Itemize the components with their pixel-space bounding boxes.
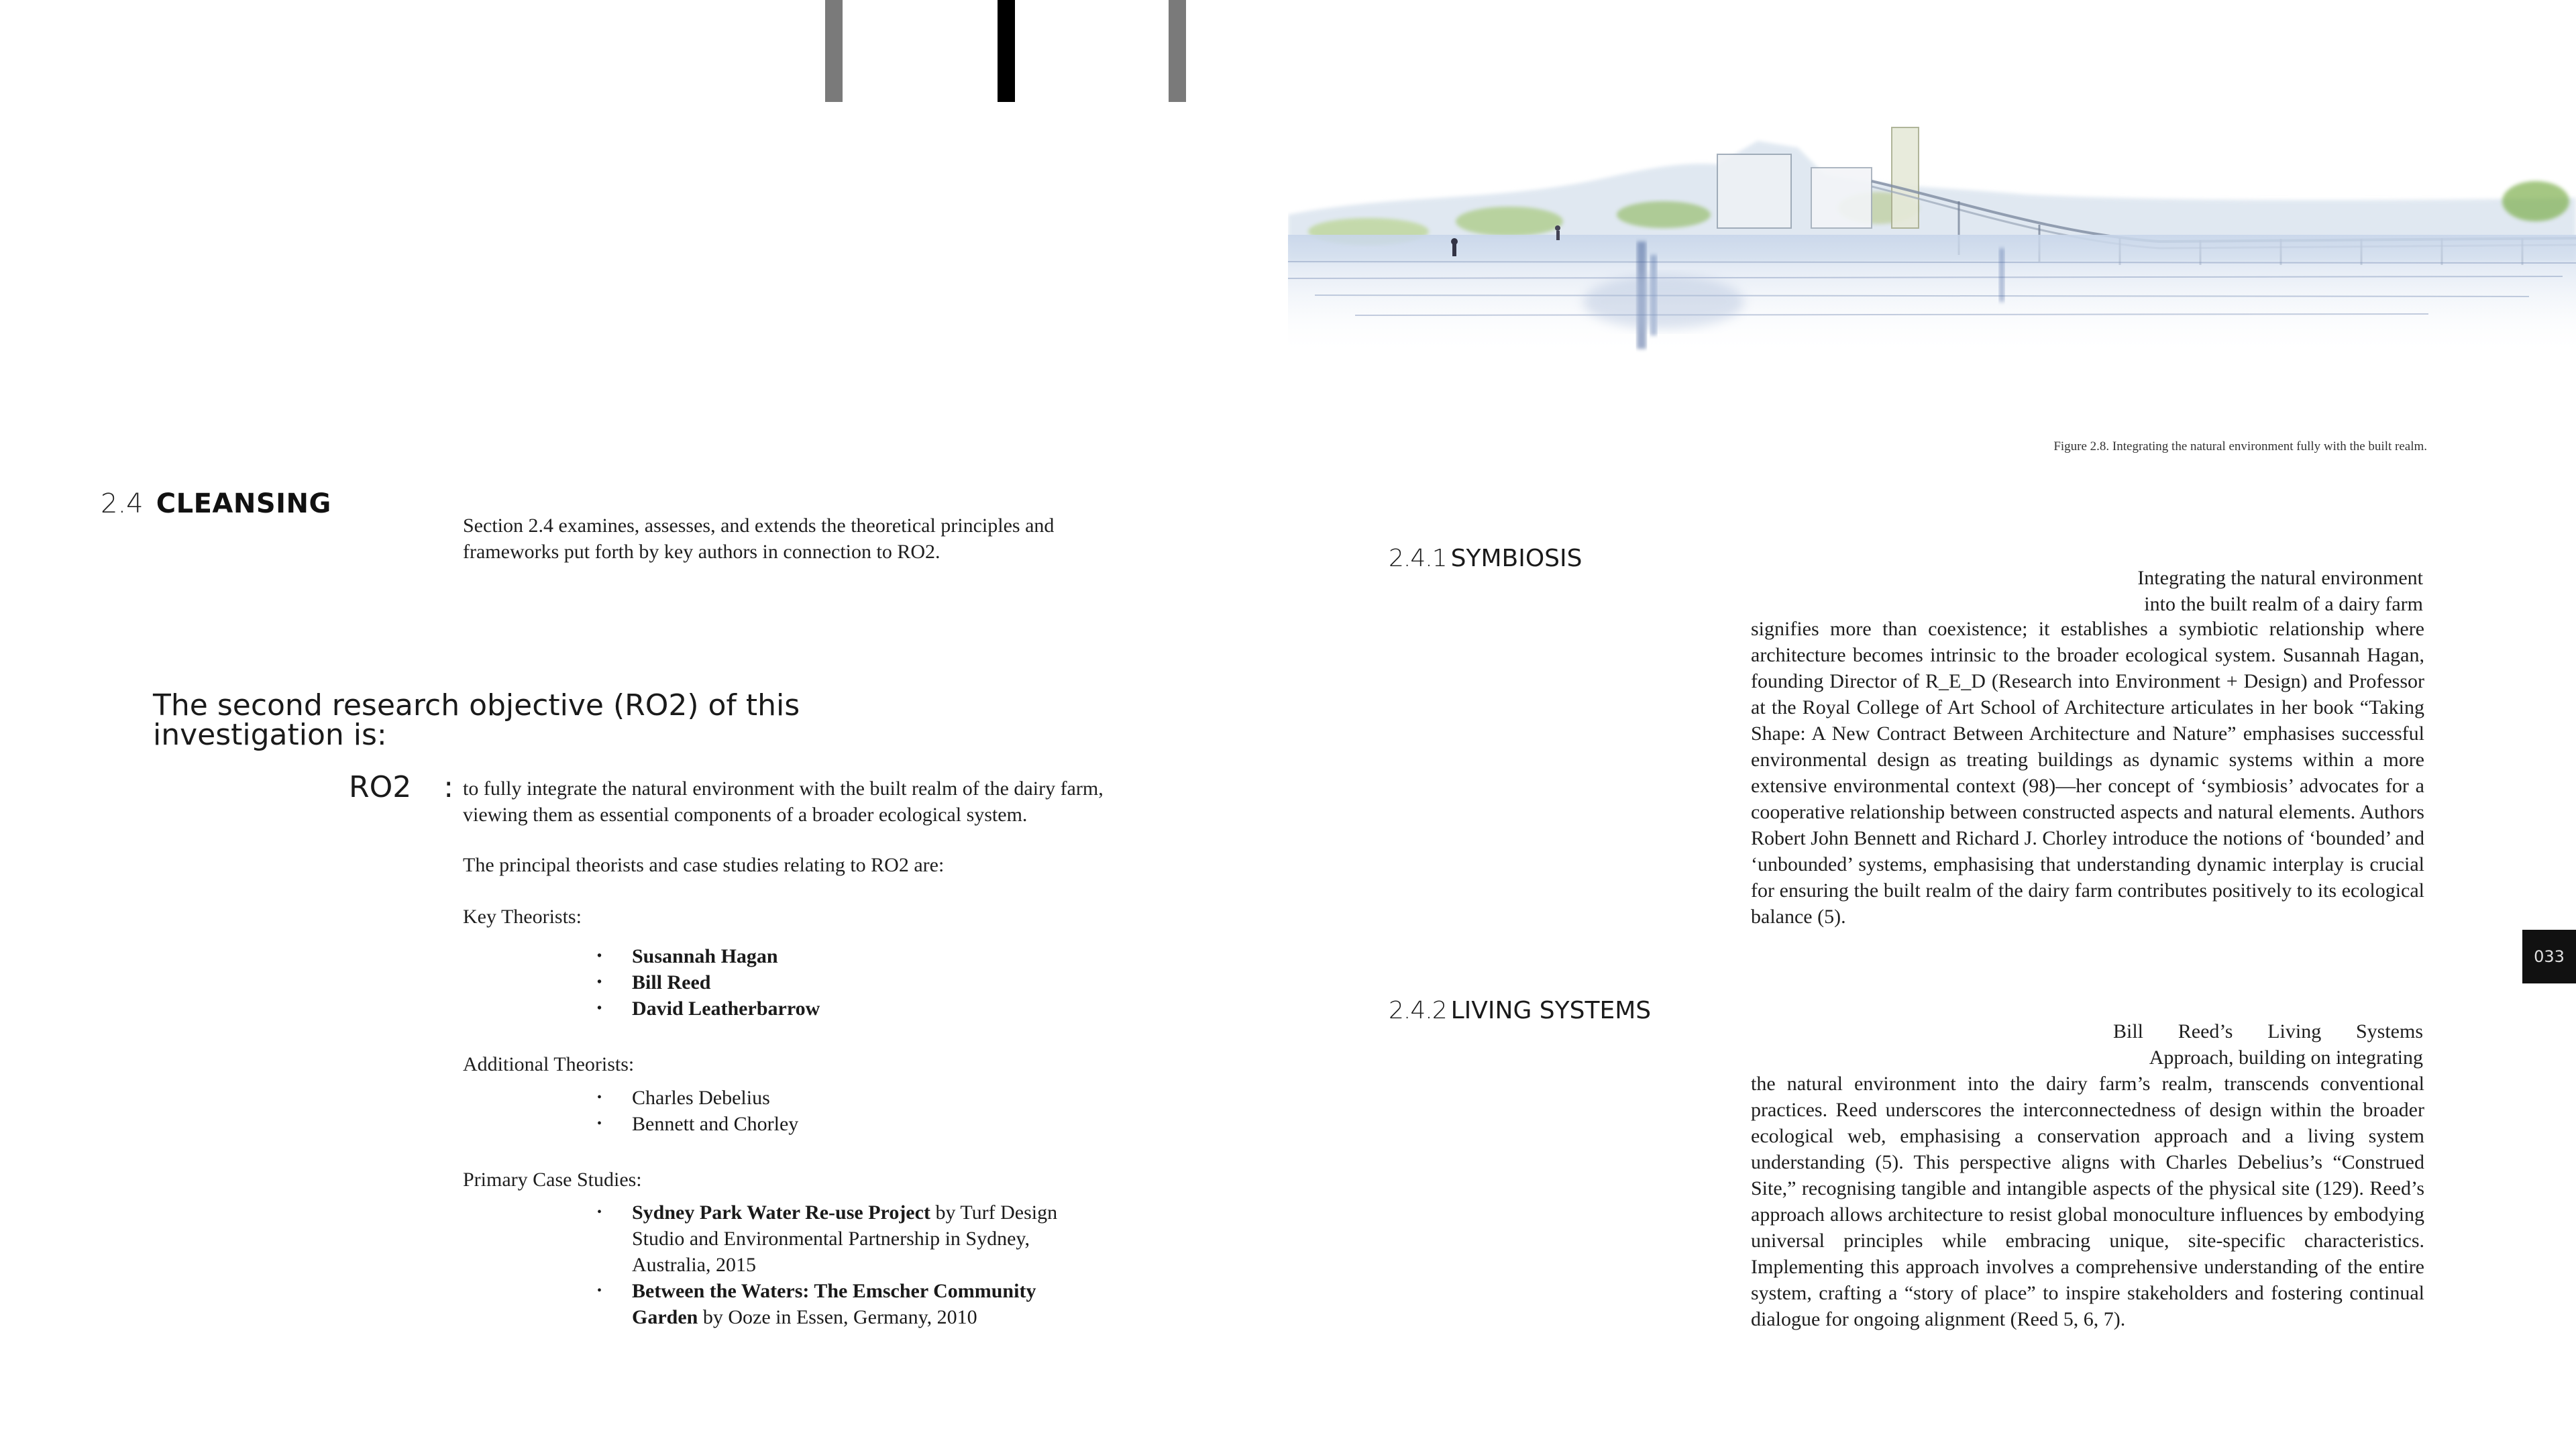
decor-bar-black-center (998, 0, 1015, 102)
symbiosis-indent-text: Integrating the natural environment into the built realm of a dairy farm (2137, 567, 2423, 615)
statement-line-2: investigation is: (153, 718, 387, 752)
section-title: CLEANSING (156, 488, 331, 519)
living-body: the natural environment into the dairy farm’s realm, transcends conventional practices. Reed underscores the interconnectedness of design within the broader ecological web, emphasising a conservation approach and a living system understanding (5). This perspective aligns with Charles Debelius’s “Construed Site,” recognising tangible and intangible aspects of the physical site (129). Reed’s approach allows architecture to resist global monoculture influences by embodying universal principles while embracing unique, site-specific characteristics. Implementing this approach involves a comprehensive understanding of the entire system, crafting a “story of place” to inspire stakeholders and fostering continual dialogue for ongoing alignment (Reed 5, 6, 7). (1751, 1073, 2424, 1330)
case-studies-list (597, 1199, 1107, 1330)
dairy-farm-watercolor-image (1288, 101, 2576, 436)
subsection-number: 2.4.2 (1389, 997, 1447, 1024)
decor-bar-grey-right (1169, 0, 1186, 102)
additional-theorists-list (597, 1085, 798, 1137)
page-number-tab: 033 (2522, 930, 2576, 983)
subsection-title: LIVING SYSTEMS (1450, 997, 1652, 1024)
case-studies-label: Primary Case Studies: (463, 1169, 642, 1191)
list-item: • David Leatherbarrow (597, 996, 820, 1022)
ro2-colon: : (443, 770, 454, 804)
list-item: • Bennett and Chorley (597, 1111, 798, 1137)
subsection-heading-living-systems (1389, 997, 1651, 1024)
ro2-label: RO2 (349, 770, 412, 804)
key-theorists-list (597, 943, 820, 1022)
key-theorists-label: Key Theorists: (463, 906, 582, 928)
ro2-label-row (349, 770, 453, 804)
subsection-title: SYMBIOSIS (1450, 545, 1582, 572)
figure-caption: Figure 2.8. Integrating the natural environment fully with the built realm. (2053, 439, 2427, 453)
living-indent-text: Bill Reed’s Living Systems Approach, building on integrating (2113, 1020, 2423, 1069)
list-item: • Charles Debelius (597, 1085, 798, 1111)
list-item: • Bill Reed (597, 969, 820, 996)
ro2-text: to fully integrate the natural environment with the built realm of the dairy farm, viewing them as essential components of a broader ecological system. (463, 777, 1104, 826)
theorists-intro: The principal theorists and case studies relating to RO2 are: (463, 854, 945, 876)
hero-illustration (1288, 101, 2576, 436)
list-item: • Between the Waters: The Emscher Community Garden by Ooze in Essen, Germany, 2010 (597, 1278, 1107, 1330)
additional-theorists-label: Additional Theorists: (463, 1053, 635, 1075)
symbiosis-body: signifies more than coexistence; it establishes a symbiotic relationship where architecture becomes intrinsic to the broader ecological system. Susannah Hagan, founding Director of R_E_D (Research into Environment + Design) and Professor at the Royal College of Art School of Architecture articulates in her book “Taking Shape: A New Contract Between Architecture and Nature” emphasises successful environmental design as treating buildings as dynamic systems within a more extensive environmental context (98)—her concept of ‘symbiosis’ advocates for a cooperative relationship between constructed aspects and natural elements. Authors Robert John Bennett and Richard J. Chorley introduce the notions of ‘bounded’ and ‘unbounded’ systems, emphasising that understanding dynamic interplay is crucial for ensuring the built realm of the dairy farm contributes positively to its ecological balance (5). (1751, 618, 2424, 928)
subsection-heading-symbiosis (1389, 545, 1582, 572)
list-item: • Susannah Hagan (597, 943, 820, 969)
statement-line-1: The second research objective (RO2) of this (153, 688, 800, 722)
decor-bar-grey-left (825, 0, 843, 102)
subsection-number: 2.4.1 (1389, 545, 1447, 572)
section-heading (101, 488, 331, 519)
section-intro: Section 2.4 examines, assesses, and extends the theoretical principles and frameworks put forth by key authors in connection to RO2. (463, 515, 1055, 563)
section-number: 2.4 (101, 488, 144, 519)
list-item: • Sydney Park Water Re-use Project by Turf Design Studio and Environmental Partnership in Sydney, Australia, 2015 (597, 1199, 1107, 1278)
research-objective-statement (153, 688, 824, 752)
